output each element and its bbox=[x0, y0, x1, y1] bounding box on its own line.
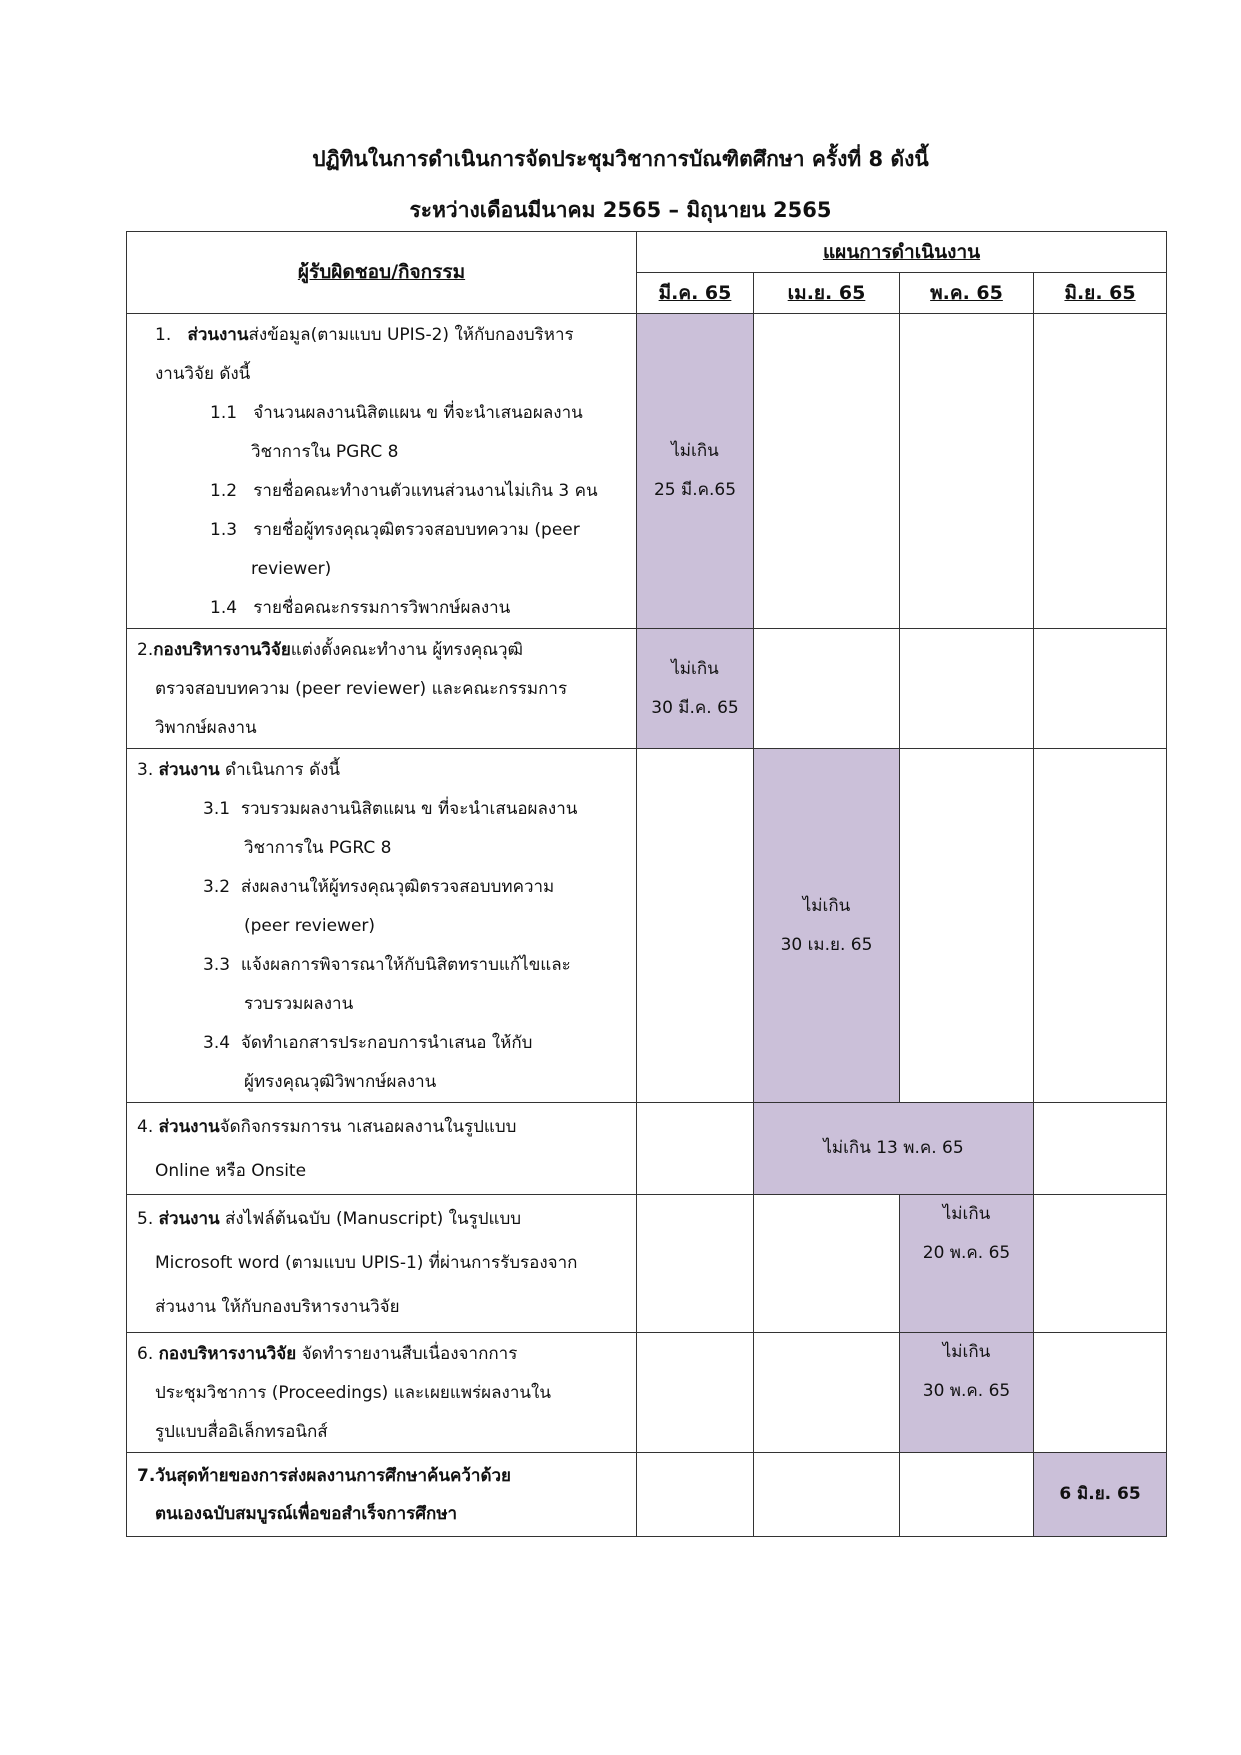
empty-cell bbox=[900, 749, 1034, 1103]
empty-cell bbox=[637, 1333, 754, 1453]
empty-cell bbox=[754, 1333, 900, 1453]
responsible-unit: กองบริหารงานวิจัย bbox=[153, 640, 291, 660]
schedule-mark: ไม่เกิน 30 เม.ย. 65 bbox=[754, 749, 900, 1103]
table-row bbox=[127, 629, 1167, 749]
month-header-jun: มิ.ย. 65 bbox=[1034, 273, 1167, 314]
empty-cell bbox=[754, 314, 900, 629]
schedule-mark: ไม่เกิน 20 พ.ค. 65 bbox=[900, 1195, 1034, 1333]
table-row bbox=[127, 314, 1167, 629]
responsible-unit: กองบริหารงานวิจัย bbox=[158, 1344, 297, 1364]
month-header-mar: มี.ค. 65 bbox=[637, 273, 754, 314]
schedule-mark: ไม่เกิน 13 พ.ค. 65 bbox=[754, 1103, 1034, 1195]
activity-header: ผู้รับผิดชอบ/กิจกรรม bbox=[127, 232, 637, 314]
month-header-may: พ.ค. 65 bbox=[900, 273, 1034, 314]
empty-cell bbox=[1034, 1103, 1167, 1195]
plan-header: แผนการดำเนินงาน bbox=[637, 232, 1167, 273]
empty-cell bbox=[1034, 314, 1167, 629]
schedule-mark: ไม่เกิน 30 มี.ค. 65 bbox=[637, 629, 754, 749]
month-header-apr: เม.ย. 65 bbox=[754, 273, 900, 314]
empty-cell bbox=[754, 1195, 900, 1333]
empty-cell bbox=[900, 314, 1034, 629]
responsible-unit: ส่วนงาน bbox=[158, 1209, 220, 1229]
empty-cell bbox=[1034, 749, 1167, 1103]
document-title: ปฏิทินในการดำเนินการจัดประชุมวิชาการบัณฑิตศึกษา ครั้งที่ 8 ดังนี้ bbox=[312, 147, 929, 171]
empty-cell bbox=[637, 749, 754, 1103]
header-row bbox=[127, 232, 1167, 273]
empty-cell bbox=[754, 1453, 900, 1537]
table-row bbox=[127, 1195, 1167, 1333]
empty-cell bbox=[637, 1195, 754, 1333]
responsible-unit: ส่วนงาน bbox=[158, 1117, 220, 1137]
table-row bbox=[127, 1103, 1167, 1195]
empty-cell bbox=[1034, 1195, 1167, 1333]
responsible-unit: ส่วนงาน bbox=[187, 325, 249, 345]
activity-cell: 1. ส่วนงานส่งข้อมูล(ตามแบบ UPIS-2) ให้กับกองบริหาร งานวิจัย ดังนี้ 1.1 จำนวนผลงานนิสิตแผน ข ที่จะนำเสนอผลงาน วิชาการใน PGRC 8 1.2 รายชื่อคณะทำงานตัวแทนส่วนงานไม่เกิน 3 คน 1.3 รายชื่อผู้ทรงคุณวุฒิตรวจสอบบทความ (peer reviewer) 1.4 รายชื่อคณะกรรมการวิพากษ์ผลงาน bbox=[127, 314, 637, 629]
activity-cell: 4. ส่วนงานจัดกิจกรรมการน าเสนอผลงานในรูปแบบ Online หรือ Onsite bbox=[127, 1103, 637, 1195]
responsible-unit: ส่วนงาน bbox=[158, 760, 220, 780]
activity-cell: 3. ส่วนงาน ดำเนินการ ดังนี้ 3.1 รวบรวมผลงานนิสิตแผน ข ที่จะนำเสนอผลงาน วิชาการใน PGRC 8 3.2 ส่งผลงานให้ผู้ทรงคุณวุฒิตรวจสอบบทความ (peer reviewer) 3.3 แจ้งผลการพิจารณาให้กับนิสิตทราบแก้ไขและ รวบรวมผลงาน 3.4 จัดทำเอกสารประกอบการนำเสนอ ให้กับ ผู้ทรงคุณวุฒิวิพากษ์ผลงาน bbox=[127, 749, 637, 1103]
empty-cell bbox=[1034, 1333, 1167, 1453]
empty-cell bbox=[1034, 629, 1167, 749]
table-row bbox=[127, 749, 1167, 1103]
schedule-mark: ไม่เกิน 30 พ.ค. 65 bbox=[900, 1333, 1034, 1453]
item-number: 1. bbox=[155, 325, 172, 345]
activity-cell: 5. ส่วนงาน ส่งไฟล์ต้นฉบับ (Manuscript) ในรูปแบบ Microsoft word (ตามแบบ UPIS-1) ที่ผ่านการรับรองจาก ส่วนงาน ให้กับกองบริหารงานวิจัย bbox=[127, 1195, 637, 1333]
empty-cell bbox=[637, 1103, 754, 1195]
schedule-mark: ไม่เกิน 25 มี.ค.65 bbox=[637, 314, 754, 629]
activity-cell: 7.วันสุดท้ายของการส่งผลงานการศึกษาค้นคว้าด้วย ตนเองฉบับสมบูรณ์เพื่อขอสำเร็จการศึกษา bbox=[127, 1453, 637, 1537]
plan-table bbox=[126, 231, 1167, 1537]
activity-cell: 2.กองบริหารงานวิจัยแต่งตั้งคณะทำงาน ผู้ทรงคุณวุฒิ ตรวจสอบบทความ (peer reviewer) และคณะกรรมการ วิพากษ์ผลงาน bbox=[127, 629, 637, 749]
activity-cell: 6. กองบริหารงานวิจัย จัดทำรายงานสืบเนื่องจากการ ประชุมวิชาการ (Proceedings) และเผยแพร่ผลงานใน รูปแบบสื่ออิเล็กทรอนิกส์ bbox=[127, 1333, 637, 1453]
empty-cell bbox=[637, 1453, 754, 1537]
schedule-mark: 6 มิ.ย. 65 bbox=[1034, 1453, 1167, 1537]
table-row bbox=[127, 1333, 1167, 1453]
table-row bbox=[127, 1453, 1167, 1537]
document-subtitle: ระหว่างเดือนมีนาคม 2565 – มิถุนายน 2565 bbox=[409, 198, 832, 222]
empty-cell bbox=[900, 629, 1034, 749]
empty-cell bbox=[754, 629, 900, 749]
empty-cell bbox=[900, 1453, 1034, 1537]
